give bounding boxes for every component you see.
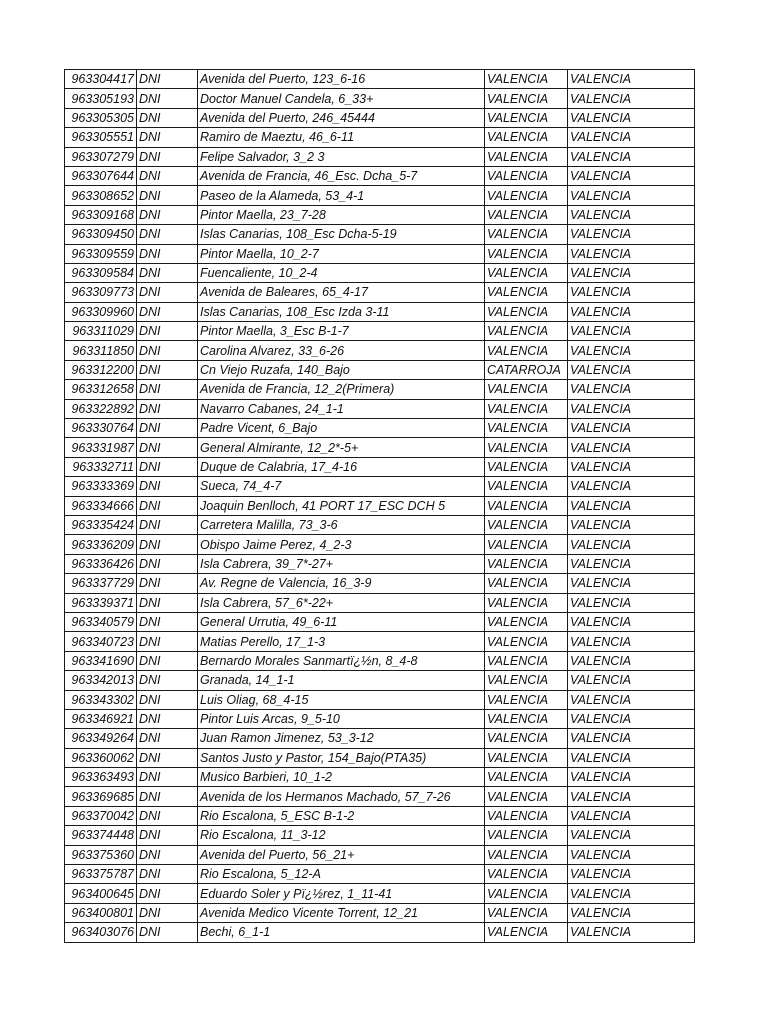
- province-cell: VALENCIA: [568, 89, 695, 108]
- doc-type-cell: DNI: [137, 283, 198, 302]
- city-cell: CATARROJA: [485, 360, 568, 379]
- phone-cell: 963322892: [65, 399, 137, 418]
- address-cell: Duque de Calabria, 17_4-16: [198, 457, 485, 476]
- city-cell: VALENCIA: [485, 477, 568, 496]
- city-cell: VALENCIA: [485, 341, 568, 360]
- phone-cell: 963309450: [65, 225, 137, 244]
- phone-cell: 963311029: [65, 322, 137, 341]
- table-row: [65, 535, 695, 554]
- city-cell: VALENCIA: [485, 903, 568, 922]
- province-cell: VALENCIA: [568, 515, 695, 534]
- city-cell: VALENCIA: [485, 496, 568, 515]
- phone-cell: 963305551: [65, 128, 137, 147]
- table-row: [65, 554, 695, 573]
- doc-type-cell: DNI: [137, 671, 198, 690]
- address-cell: Carolina Alvarez, 33_6-26: [198, 341, 485, 360]
- address-cell: Avenida del Puerto, 56_21+: [198, 845, 485, 864]
- doc-type-cell: DNI: [137, 690, 198, 709]
- phone-cell: 963346921: [65, 709, 137, 728]
- doc-type-cell: DNI: [137, 205, 198, 224]
- doc-type-cell: DNI: [137, 399, 198, 418]
- phone-cell: 963342013: [65, 671, 137, 690]
- table-row: [65, 729, 695, 748]
- doc-type-cell: DNI: [137, 748, 198, 767]
- table-row: [65, 845, 695, 864]
- address-cell: Sueca, 74_4-7: [198, 477, 485, 496]
- table-row: [65, 166, 695, 185]
- city-cell: VALENCIA: [485, 593, 568, 612]
- phone-cell: 963403076: [65, 923, 137, 942]
- doc-type-cell: DNI: [137, 574, 198, 593]
- doc-type-cell: DNI: [137, 108, 198, 127]
- table-row: [65, 205, 695, 224]
- table-row: [65, 360, 695, 379]
- phone-cell: 963349264: [65, 729, 137, 748]
- province-cell: VALENCIA: [568, 380, 695, 399]
- doc-type-cell: DNI: [137, 768, 198, 787]
- province-cell: VALENCIA: [568, 806, 695, 825]
- table-row: [65, 768, 695, 787]
- phone-cell: 963312658: [65, 380, 137, 399]
- doc-type-cell: DNI: [137, 89, 198, 108]
- province-cell: VALENCIA: [568, 283, 695, 302]
- province-cell: VALENCIA: [568, 845, 695, 864]
- address-cell: Paseo de la Alameda, 53_4-1: [198, 186, 485, 205]
- address-cell: Islas Canarias, 108_Esc Izda 3-11: [198, 302, 485, 321]
- city-cell: VALENCIA: [485, 923, 568, 942]
- province-cell: VALENCIA: [568, 593, 695, 612]
- doc-type-cell: DNI: [137, 923, 198, 942]
- city-cell: VALENCIA: [485, 128, 568, 147]
- address-cell: Musico Barbieri, 10_1-2: [198, 768, 485, 787]
- address-cell: Bechi, 6_1-1: [198, 923, 485, 942]
- phone-cell: 963308652: [65, 186, 137, 205]
- city-cell: VALENCIA: [485, 147, 568, 166]
- doc-type-cell: DNI: [137, 360, 198, 379]
- doc-type-cell: DNI: [137, 419, 198, 438]
- table-row: [65, 651, 695, 670]
- city-cell: VALENCIA: [485, 515, 568, 534]
- phone-cell: 963340579: [65, 612, 137, 631]
- address-cell: Avenida de Francia, 12_2(Primera): [198, 380, 485, 399]
- phone-cell: 963341690: [65, 651, 137, 670]
- province-cell: VALENCIA: [568, 690, 695, 709]
- city-cell: VALENCIA: [485, 709, 568, 728]
- city-cell: VALENCIA: [485, 380, 568, 399]
- phone-cell: 963335424: [65, 515, 137, 534]
- phone-cell: 963339371: [65, 593, 137, 612]
- city-cell: VALENCIA: [485, 826, 568, 845]
- phone-cell: 963309584: [65, 263, 137, 282]
- table-row: [65, 787, 695, 806]
- city-cell: VALENCIA: [485, 554, 568, 573]
- table-row: [65, 709, 695, 728]
- table-row: [65, 283, 695, 302]
- city-cell: VALENCIA: [485, 283, 568, 302]
- phone-cell: 963307644: [65, 166, 137, 185]
- city-cell: VALENCIA: [485, 89, 568, 108]
- city-cell: VALENCIA: [485, 535, 568, 554]
- phone-cell: 963337729: [65, 574, 137, 593]
- table-row: [65, 593, 695, 612]
- address-cell: Carretera Malilla, 73_3-6: [198, 515, 485, 534]
- phone-cell: 963311850: [65, 341, 137, 360]
- doc-type-cell: DNI: [137, 651, 198, 670]
- table-row: [65, 263, 695, 282]
- table-row: [65, 225, 695, 244]
- records-table: [64, 69, 695, 943]
- table-row: [65, 302, 695, 321]
- city-cell: VALENCIA: [485, 845, 568, 864]
- city-cell: VALENCIA: [485, 438, 568, 457]
- doc-type-cell: DNI: [137, 322, 198, 341]
- address-cell: Avenida Medico Vicente Torrent, 12_21: [198, 903, 485, 922]
- city-cell: VALENCIA: [485, 671, 568, 690]
- doc-type-cell: DNI: [137, 632, 198, 651]
- address-cell: Bernardo Morales Sanmartï¿½n, 8_4-8: [198, 651, 485, 670]
- address-cell: Granada, 14_1-1: [198, 671, 485, 690]
- province-cell: VALENCIA: [568, 108, 695, 127]
- province-cell: VALENCIA: [568, 360, 695, 379]
- doc-type-cell: DNI: [137, 438, 198, 457]
- address-cell: Pintor Maella, 10_2-7: [198, 244, 485, 263]
- table-row: [65, 380, 695, 399]
- table-row: [65, 632, 695, 651]
- city-cell: VALENCIA: [485, 302, 568, 321]
- table-row: [65, 419, 695, 438]
- province-cell: VALENCIA: [568, 457, 695, 476]
- city-cell: VALENCIA: [485, 632, 568, 651]
- phone-cell: 963305193: [65, 89, 137, 108]
- province-cell: VALENCIA: [568, 302, 695, 321]
- province-cell: VALENCIA: [568, 186, 695, 205]
- province-cell: VALENCIA: [568, 535, 695, 554]
- table-row: [65, 865, 695, 884]
- province-cell: VALENCIA: [568, 244, 695, 263]
- city-cell: VALENCIA: [485, 748, 568, 767]
- province-cell: VALENCIA: [568, 399, 695, 418]
- doc-type-cell: DNI: [137, 496, 198, 515]
- doc-type-cell: DNI: [137, 709, 198, 728]
- address-cell: Fuencaliente, 10_2-4: [198, 263, 485, 282]
- table-row: [65, 515, 695, 534]
- doc-type-cell: DNI: [137, 865, 198, 884]
- address-cell: Santos Justo y Pastor, 154_Bajo(PTA35): [198, 748, 485, 767]
- address-cell: Rio Escalona, 5_12-A: [198, 865, 485, 884]
- city-cell: VALENCIA: [485, 166, 568, 185]
- province-cell: VALENCIA: [568, 419, 695, 438]
- province-cell: VALENCIA: [568, 903, 695, 922]
- doc-type-cell: DNI: [137, 225, 198, 244]
- doc-type-cell: DNI: [137, 341, 198, 360]
- province-cell: VALENCIA: [568, 554, 695, 573]
- province-cell: VALENCIA: [568, 128, 695, 147]
- address-cell: Pintor Maella, 23_7-28: [198, 205, 485, 224]
- city-cell: VALENCIA: [485, 690, 568, 709]
- city-cell: VALENCIA: [485, 399, 568, 418]
- table-row: [65, 147, 695, 166]
- city-cell: VALENCIA: [485, 186, 568, 205]
- address-cell: Felipe Salvador, 3_2 3: [198, 147, 485, 166]
- province-cell: VALENCIA: [568, 438, 695, 457]
- doc-type-cell: DNI: [137, 903, 198, 922]
- province-cell: VALENCIA: [568, 768, 695, 787]
- address-cell: Avenida de los Hermanos Machado, 57_7-26: [198, 787, 485, 806]
- doc-type-cell: DNI: [137, 515, 198, 534]
- table-row: [65, 438, 695, 457]
- phone-cell: 963336209: [65, 535, 137, 554]
- city-cell: VALENCIA: [485, 884, 568, 903]
- table-row: [65, 89, 695, 108]
- doc-type-cell: DNI: [137, 593, 198, 612]
- table-row: [65, 826, 695, 845]
- address-cell: Matias Perello, 17_1-3: [198, 632, 485, 651]
- phone-cell: 963375787: [65, 865, 137, 884]
- table-row: [65, 186, 695, 205]
- province-cell: VALENCIA: [568, 884, 695, 903]
- records-table-body: [65, 70, 695, 943]
- city-cell: VALENCIA: [485, 419, 568, 438]
- table-row: [65, 748, 695, 767]
- phone-cell: 963330764: [65, 419, 137, 438]
- address-cell: Juan Ramon Jimenez, 53_3-12: [198, 729, 485, 748]
- doc-type-cell: DNI: [137, 477, 198, 496]
- address-cell: Luis Oliag, 68_4-15: [198, 690, 485, 709]
- address-cell: Navarro Cabanes, 24_1-1: [198, 399, 485, 418]
- doc-type-cell: DNI: [137, 166, 198, 185]
- province-cell: VALENCIA: [568, 341, 695, 360]
- phone-cell: 963363493: [65, 768, 137, 787]
- doc-type-cell: DNI: [137, 884, 198, 903]
- province-cell: VALENCIA: [568, 651, 695, 670]
- phone-cell: 963309559: [65, 244, 137, 263]
- doc-type-cell: DNI: [137, 70, 198, 89]
- phone-cell: 963360062: [65, 748, 137, 767]
- province-cell: VALENCIA: [568, 70, 695, 89]
- province-cell: VALENCIA: [568, 166, 695, 185]
- city-cell: VALENCIA: [485, 768, 568, 787]
- address-cell: Doctor Manuel Candela, 6_33+: [198, 89, 485, 108]
- table-row: [65, 322, 695, 341]
- doc-type-cell: DNI: [137, 806, 198, 825]
- province-cell: VALENCIA: [568, 147, 695, 166]
- city-cell: VALENCIA: [485, 651, 568, 670]
- province-cell: VALENCIA: [568, 263, 695, 282]
- phone-cell: 963332711: [65, 457, 137, 476]
- doc-type-cell: DNI: [137, 845, 198, 864]
- phone-cell: 963305305: [65, 108, 137, 127]
- address-cell: Avenida de Francia, 46_Esc. Dcha_5-7: [198, 166, 485, 185]
- table-row: [65, 923, 695, 942]
- address-cell: Avenida del Puerto, 123_6-16: [198, 70, 485, 89]
- table-row: [65, 903, 695, 922]
- city-cell: VALENCIA: [485, 205, 568, 224]
- table-row: [65, 496, 695, 515]
- city-cell: VALENCIA: [485, 457, 568, 476]
- province-cell: VALENCIA: [568, 574, 695, 593]
- table-row: [65, 128, 695, 147]
- city-cell: VALENCIA: [485, 574, 568, 593]
- province-cell: VALENCIA: [568, 748, 695, 767]
- table-row: [65, 477, 695, 496]
- province-cell: VALENCIA: [568, 865, 695, 884]
- doc-type-cell: DNI: [137, 554, 198, 573]
- phone-cell: 963369685: [65, 787, 137, 806]
- table-row: [65, 806, 695, 825]
- doc-type-cell: DNI: [137, 302, 198, 321]
- city-cell: VALENCIA: [485, 225, 568, 244]
- doc-type-cell: DNI: [137, 457, 198, 476]
- province-cell: VALENCIA: [568, 477, 695, 496]
- phone-cell: 963309773: [65, 283, 137, 302]
- city-cell: VALENCIA: [485, 322, 568, 341]
- province-cell: VALENCIA: [568, 612, 695, 631]
- province-cell: VALENCIA: [568, 671, 695, 690]
- city-cell: VALENCIA: [485, 70, 568, 89]
- city-cell: VALENCIA: [485, 806, 568, 825]
- table-row: [65, 108, 695, 127]
- address-cell: Joaquin Benlloch, 41 PORT 17_ESC DCH 5: [198, 496, 485, 515]
- address-cell: Rio Escalona, 5_ESC B-1-2: [198, 806, 485, 825]
- table-row: [65, 457, 695, 476]
- doc-type-cell: DNI: [137, 729, 198, 748]
- address-cell: Eduardo Soler y Pï¿½rez, 1_11-41: [198, 884, 485, 903]
- city-cell: VALENCIA: [485, 244, 568, 263]
- table-row: [65, 671, 695, 690]
- address-cell: Ramiro de Maeztu, 46_6-11: [198, 128, 485, 147]
- doc-type-cell: DNI: [137, 128, 198, 147]
- address-cell: General Almirante, 12_2*-5+: [198, 438, 485, 457]
- phone-cell: 963340723: [65, 632, 137, 651]
- phone-cell: 963333369: [65, 477, 137, 496]
- province-cell: VALENCIA: [568, 787, 695, 806]
- city-cell: VALENCIA: [485, 787, 568, 806]
- address-cell: General Urrutia, 49_6-11: [198, 612, 485, 631]
- phone-cell: 963334666: [65, 496, 137, 515]
- province-cell: VALENCIA: [568, 205, 695, 224]
- phone-cell: 963400801: [65, 903, 137, 922]
- doc-type-cell: DNI: [137, 787, 198, 806]
- address-cell: Islas Canarias, 108_Esc Dcha-5-19: [198, 225, 485, 244]
- doc-type-cell: DNI: [137, 612, 198, 631]
- address-cell: Av. Regne de Valencia, 16_3-9: [198, 574, 485, 593]
- doc-type-cell: DNI: [137, 244, 198, 263]
- city-cell: VALENCIA: [485, 108, 568, 127]
- city-cell: VALENCIA: [485, 612, 568, 631]
- doc-type-cell: DNI: [137, 380, 198, 399]
- city-cell: VALENCIA: [485, 263, 568, 282]
- address-cell: Isla Cabrera, 39_7*-27+: [198, 554, 485, 573]
- province-cell: VALENCIA: [568, 826, 695, 845]
- phone-cell: 963307279: [65, 147, 137, 166]
- phone-cell: 963336426: [65, 554, 137, 573]
- province-cell: VALENCIA: [568, 709, 695, 728]
- table-row: [65, 341, 695, 360]
- phone-cell: 963309960: [65, 302, 137, 321]
- province-cell: VALENCIA: [568, 632, 695, 651]
- phone-cell: 963400645: [65, 884, 137, 903]
- address-cell: Avenida del Puerto, 246_45444: [198, 108, 485, 127]
- address-cell: Avenida de Baleares, 65_4-17: [198, 283, 485, 302]
- province-cell: VALENCIA: [568, 729, 695, 748]
- doc-type-cell: DNI: [137, 826, 198, 845]
- table-row: [65, 244, 695, 263]
- address-cell: Obispo Jaime Perez, 4_2-3: [198, 535, 485, 554]
- table-row: [65, 574, 695, 593]
- address-cell: Cn Viejo Ruzafa, 140_Bajo: [198, 360, 485, 379]
- phone-cell: 963312200: [65, 360, 137, 379]
- address-cell: Isla Cabrera, 57_6*-22+: [198, 593, 485, 612]
- city-cell: VALENCIA: [485, 865, 568, 884]
- phone-cell: 963343302: [65, 690, 137, 709]
- table-row: [65, 612, 695, 631]
- address-cell: Rio Escalona, 11_3-12: [198, 826, 485, 845]
- phone-cell: 963370042: [65, 806, 137, 825]
- doc-type-cell: DNI: [137, 263, 198, 282]
- table-row: [65, 399, 695, 418]
- province-cell: VALENCIA: [568, 322, 695, 341]
- address-cell: Padre Vicent, 6_Bajo: [198, 419, 485, 438]
- province-cell: VALENCIA: [568, 923, 695, 942]
- table-row: [65, 690, 695, 709]
- city-cell: VALENCIA: [485, 729, 568, 748]
- province-cell: VALENCIA: [568, 496, 695, 515]
- doc-type-cell: DNI: [137, 147, 198, 166]
- doc-type-cell: DNI: [137, 186, 198, 205]
- phone-cell: 963309168: [65, 205, 137, 224]
- phone-cell: 963374448: [65, 826, 137, 845]
- table-row: [65, 70, 695, 89]
- address-cell: Pintor Maella, 3_Esc B-1-7: [198, 322, 485, 341]
- table-row: [65, 884, 695, 903]
- phone-cell: 963375360: [65, 845, 137, 864]
- doc-type-cell: DNI: [137, 535, 198, 554]
- phone-cell: 963331987: [65, 438, 137, 457]
- address-cell: Pintor Luis Arcas, 9_5-10: [198, 709, 485, 728]
- phone-cell: 963304417: [65, 70, 137, 89]
- province-cell: VALENCIA: [568, 225, 695, 244]
